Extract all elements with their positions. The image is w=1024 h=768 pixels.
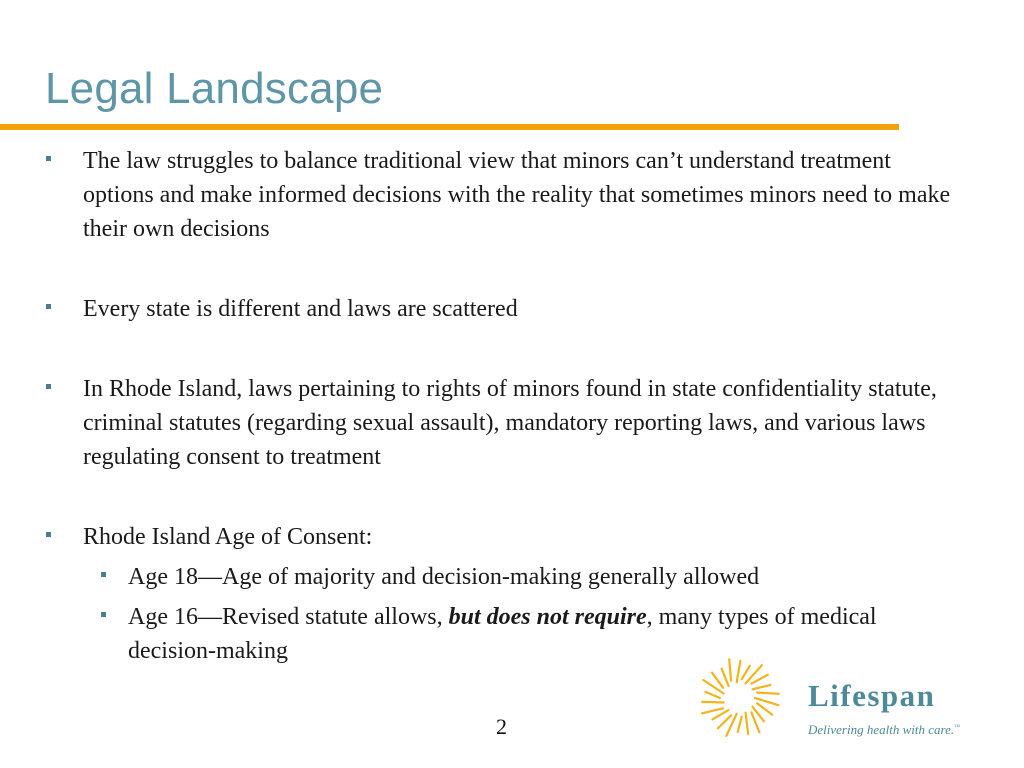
sub-bullet-item xyxy=(128,560,948,594)
sun-ray xyxy=(718,715,731,728)
bullet-text: In Rhode Island, laws pertaining to rights of minors found in state confidentiality statute, criminal statutes (regarding sexual assault), mandatory reporting laws, and various laws regulating consent to treatment xyxy=(83,376,937,470)
bullet-text: The law struggles to balance traditional view that minors can’t understand treatment options and make informed decisions with the reality that sometimes minors need to make their own decisions xyxy=(83,148,951,242)
logo-wordmark: Lifespan xyxy=(808,678,936,713)
bullet-item xyxy=(83,372,963,474)
slide-title: Legal Landscape xyxy=(45,64,384,113)
bullet-item xyxy=(83,520,963,554)
sub-bullet-text: Age 18—Age of majority and decision-making generally allowed xyxy=(128,564,760,590)
sun-ray xyxy=(713,710,729,719)
lifespan-sun-logo-icon xyxy=(695,654,783,742)
bullet-marker-icon xyxy=(101,572,106,577)
emphasis-text: but does not require xyxy=(448,604,647,630)
sun-ray xyxy=(751,675,767,684)
sun-ray xyxy=(706,692,721,698)
bullet-marker-icon xyxy=(46,532,51,537)
sun-ray xyxy=(742,666,750,679)
bullet-item xyxy=(83,292,963,326)
bullet-marker-icon xyxy=(46,384,51,389)
sun-ray xyxy=(753,685,771,689)
sun-ray xyxy=(722,669,729,686)
bullet-text: Rhode Island Age of Consent: xyxy=(83,524,373,550)
sub-bullet-item xyxy=(128,600,948,668)
sub-bullet-text xyxy=(128,600,948,668)
bullet-marker-icon xyxy=(101,612,106,617)
sun-ray xyxy=(746,713,749,734)
logo-tagline xyxy=(808,722,960,738)
trademark-mark: ™ xyxy=(954,724,960,731)
sub-bullet-text-start: Age 16—Revised statute allows, xyxy=(128,604,449,630)
bullet-marker-icon xyxy=(46,304,51,309)
logo-tagline-text: Delivering health with care. xyxy=(808,722,955,737)
sun-ray xyxy=(757,703,772,714)
page-number: 2 xyxy=(496,714,507,739)
sun-ray xyxy=(702,702,723,703)
sub-bullet-text-end: , many types of medical decision-making xyxy=(128,604,877,664)
bullet-text: Every state is different and laws are scattered xyxy=(83,296,518,322)
bullet-item xyxy=(83,144,963,246)
sun-ray xyxy=(729,659,731,681)
sun-ray xyxy=(757,693,779,694)
sun-ray xyxy=(737,661,741,682)
title-underline-rule xyxy=(0,124,899,130)
sun-ray xyxy=(738,717,742,732)
sun-ray xyxy=(712,673,723,688)
sun-ray xyxy=(702,708,723,713)
bullet-marker-icon xyxy=(46,156,51,161)
